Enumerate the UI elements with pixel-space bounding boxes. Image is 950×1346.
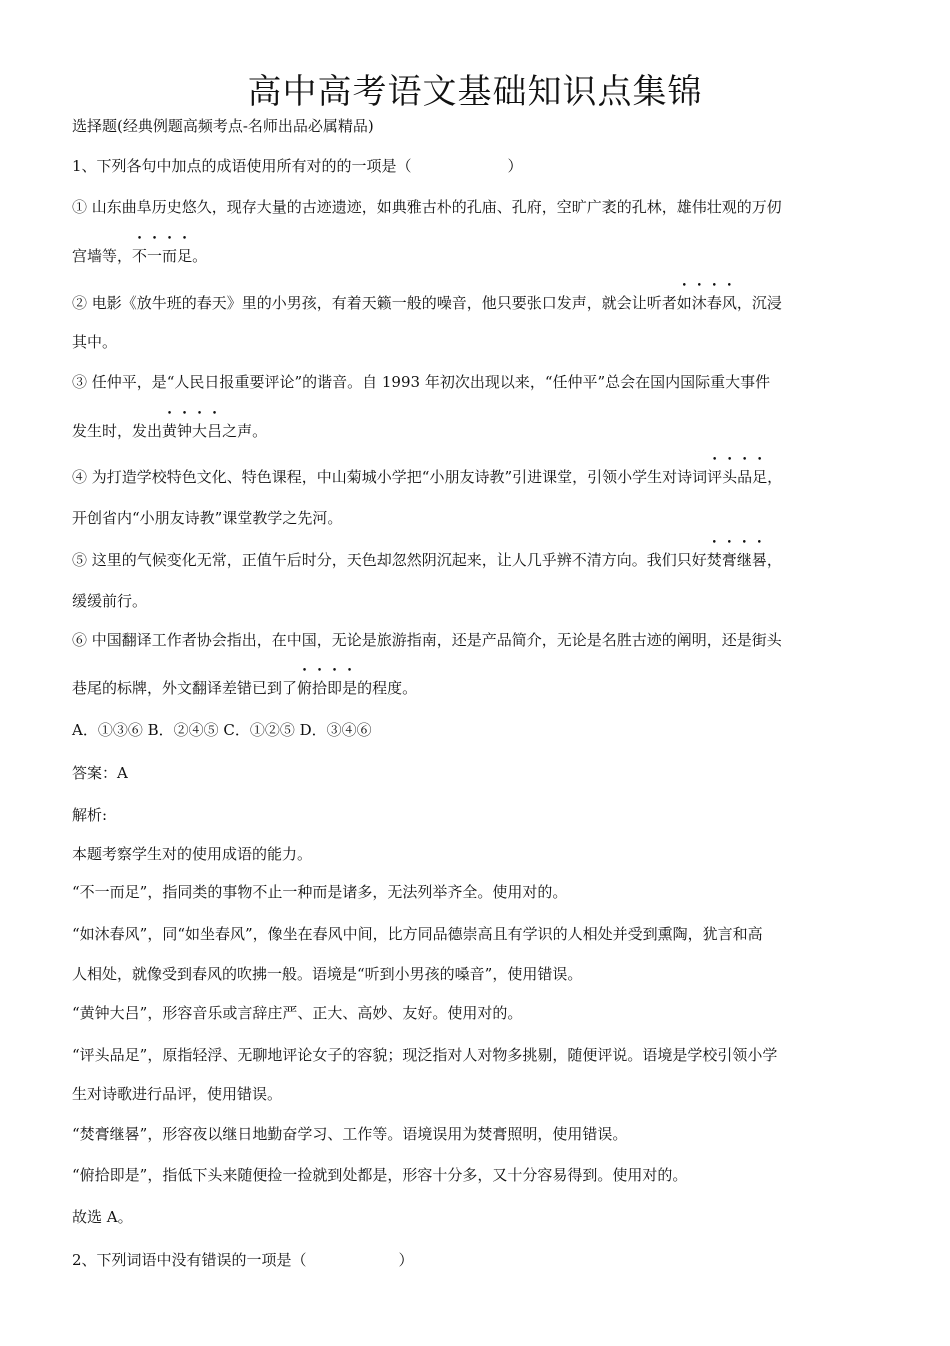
idiom-char: 足	[752, 468, 768, 486]
answer-options: A．①③⑥ B．②④⑤ C．①②⑤ D．③④⑥	[72, 721, 372, 739]
dotted-idiom	[297, 679, 357, 697]
sentence-6-line-1: ⑥ 中国翻译工作者协会指出，在中国，无论是旅游指南，还是产品简介，无论是名胜古迹的阐明，还是街头	[72, 631, 782, 649]
idiom-char: 沐	[691, 294, 707, 312]
dotted-idiom	[677, 294, 737, 312]
sentence-4-line-1: ④ 为打造学校特色文化、特色课程，中山菊城小学把“小朋友诗教”引进课堂，引领小学生对诗词评头品足，	[72, 468, 783, 486]
idiom-char: 风	[721, 294, 737, 312]
idiom-char: 评	[707, 468, 723, 486]
idiom-char: 足	[177, 247, 193, 265]
analysis-line: 人相处，就像受到春风的吹拂一般。语境是“听到小男孩的嗓音”，使用错误。	[72, 965, 583, 983]
idiom-char: 品	[737, 468, 753, 486]
analysis-line: “不一而足”，指同类的事物不止一种而是诸多，无法列举齐全。使用对的。	[72, 883, 568, 901]
idiom-char: 如	[676, 294, 692, 312]
analysis-label: 解析:	[72, 806, 108, 824]
sentence-1-line-1: ① 山东曲阜历史悠久，现存大量的古迹遗迹，如典雅古朴的孔庙、孔府，空旷广袤的孔林，雄伟壮观的万仞	[72, 198, 782, 216]
analysis-line: “俯拾即是”，指低下头来随便捡一捡就到处都是，形容十分多，又十分容易得到。使用对的。	[72, 1166, 688, 1184]
sentence-3-line-1: ③ 任仲平，是“人民日报重要评论”的谐音。自 1993 年初次出现以来，“任仲平”总会在国内国际重大事件	[72, 373, 771, 391]
idiom-char: 继	[736, 551, 752, 569]
answer-line: 答案：A	[72, 764, 128, 782]
idiom-char: 春	[706, 294, 722, 312]
section-subtitle: 选择题(经典例题高频考点-名师出品必属精品)	[72, 117, 374, 135]
dotted-idiom	[707, 468, 767, 486]
question-2-stem: 2、下列词语中没有错误的一项是（ ）	[72, 1251, 414, 1269]
analysis-line: 本题考察学生对的使用成语的能力。	[72, 845, 313, 863]
conclusion-line: 故选 A。	[72, 1208, 133, 1226]
dotted-idiom	[132, 247, 192, 265]
sentence-1-line-2: 宫墙等，不一而足。	[72, 247, 208, 265]
idiom-char: 拾	[312, 679, 328, 697]
document-title: 高中高考语文基础知识点集锦	[247, 72, 703, 112]
idiom-char: 头	[722, 468, 738, 486]
idiom-char: 黄	[162, 422, 178, 440]
analysis-line: “黄钟大吕”，形容音乐或言辞庄严、正大、高妙、友好。使用对的。	[72, 1004, 523, 1022]
sentence-4-line-2: 开创省内“小朋友诗教”课堂教学之先河。	[72, 509, 343, 527]
analysis-line: “评头品足”，原指轻浮、无聊地评论女子的容貌；现泛指对人对物多挑剔，随便评说。语境是学校引领小学	[72, 1046, 778, 1064]
idiom-char: 晷	[751, 551, 767, 569]
sentence-5-line-2: 缓缓前行。	[72, 592, 148, 610]
idiom-char: 焚	[706, 551, 722, 569]
idiom-char: 俯	[297, 679, 313, 697]
idiom-char: 一	[147, 247, 163, 265]
idiom-char: 不	[132, 247, 148, 265]
idiom-char: 钟	[177, 422, 193, 440]
dotted-idiom	[707, 551, 767, 569]
idiom-char: 而	[162, 247, 178, 265]
dotted-idiom	[162, 422, 222, 440]
idiom-char: 膏	[721, 551, 737, 569]
sentence-5-line-1: ⑤ 这里的气候变化无常，正值午后时分，天色却忽然阴沉起来，让人几乎辨不清方向。我们只好焚膏继晷，	[72, 551, 782, 569]
analysis-line: “如沐春风”，同“如坐春风”，像坐在春风中间，比方同品德崇高且有学识的人相处并受到熏陶，犹言和高	[72, 925, 763, 943]
analysis-line: “焚膏继晷”，形容夜以继日地勤奋学习、工作等。语境误用为焚膏照明，使用错误。	[72, 1125, 628, 1143]
idiom-char: 是	[342, 679, 358, 697]
question-1-stem: 1、下列各句中加点的成语使用所有对的的一项是（ ）	[72, 157, 523, 175]
sentence-6-line-2: 巷尾的标牌，外文翻译差错已到了俯拾即是的程度。	[72, 679, 418, 697]
idiom-char: 吕	[207, 422, 223, 440]
sentence-3-line-2: 发生时，发出黄钟大吕之声。	[72, 422, 268, 440]
sentence-2-line-1: ② 电影《放牛班的春天》里的小男孩，有着天籁一般的噪音，他只要张口发声，就会让听者如沐春风，沉浸	[72, 294, 782, 312]
idiom-char: 大	[192, 422, 208, 440]
analysis-line: 生对诗歌进行品评，使用错误。	[72, 1085, 283, 1103]
sentence-2-line-2: 其中。	[72, 333, 118, 351]
idiom-char: 即	[327, 679, 343, 697]
